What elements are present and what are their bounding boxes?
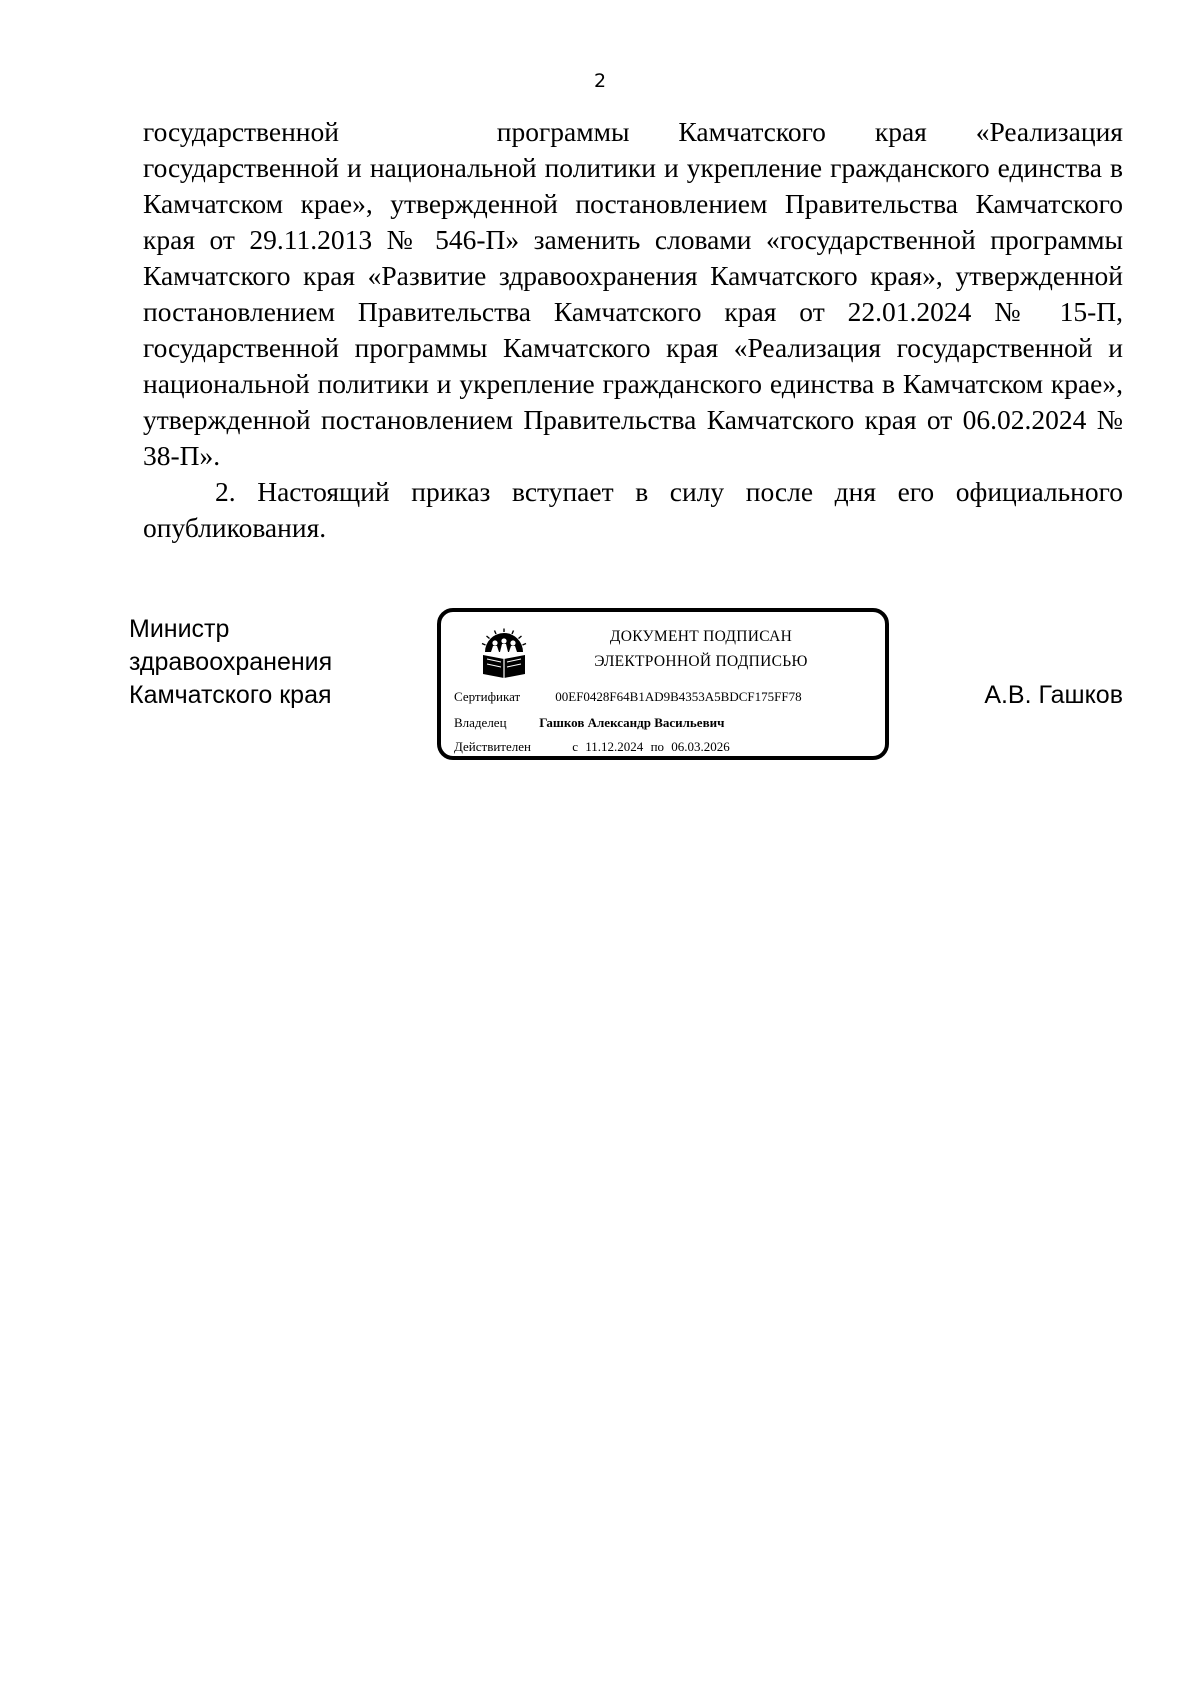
paragraph-1	[143, 114, 1123, 474]
stamp-title	[531, 624, 871, 674]
stamp-owner-row	[454, 715, 724, 731]
signer-position-line: здравоохранения	[129, 648, 333, 676]
page-number: 2	[593, 70, 607, 92]
stamp-title-line: ЭЛЕКТРОННОЙ ПОДПИСЬЮ	[594, 653, 808, 670]
signer-position	[129, 613, 332, 712]
paragraph-1-first-line	[143, 114, 1123, 150]
validity-from: 11.12.2024	[585, 739, 644, 754]
certificate-value: 00EF0428F64B1AD9B4353A5BDCF175FF78	[555, 689, 802, 704]
validity-from-prefix: с	[572, 739, 579, 754]
stamp-title-line: ДОКУМЕНТ ПОДПИСАН	[609, 628, 793, 645]
certificate-label: Сертификат	[454, 689, 521, 704]
kamchatka-emblem-icon	[479, 628, 529, 684]
validity-to: 06.03.2026	[671, 739, 730, 754]
signer-position-line: Камчатского края	[129, 681, 332, 709]
paragraph-2: 2. Настоящий приказ вступает в силу после дня его официального опубликования.	[143, 476, 1123, 543]
stamp-validity-row	[454, 739, 734, 755]
word: Камчатского	[678, 116, 826, 147]
word: программы	[496, 116, 630, 147]
owner-label: Владелец	[454, 715, 507, 730]
validity-to-prefix: по	[650, 739, 665, 754]
signer-name: А.В. Гашков	[984, 681, 1123, 709]
word: государственной	[143, 116, 339, 147]
stamp-certificate-row	[454, 689, 802, 705]
document-body	[143, 114, 1123, 546]
signer-position-line: Министр	[129, 615, 230, 643]
electronic-signature-stamp	[437, 608, 889, 760]
owner-value: Гашков Александр Васильевич	[539, 715, 725, 730]
validity-label: Действителен	[454, 739, 531, 754]
word: «Реализация	[975, 116, 1123, 147]
paragraph-1-text: государственной и национальной политики и укрепление гражданского единства в Камчатском крае», утвержденной постановлением Правительства Камчатского края от 29.11.2013 № 546-П» заменить словами «государственной программы Камчатского края «Развитие здравоохранения Камчатского края», утвержденной постановлением Правительства Камчатского края от 22.01.2024 № 15-П, государственной программы Камчатского края «Реализация государственной и национальной политики и укрепление гражданского единства в Камчатском крае», утвержденной постановлением Правительства Камчатского края от 06.02.2024 № 38-П».	[143, 152, 1123, 471]
word: края	[874, 116, 927, 147]
